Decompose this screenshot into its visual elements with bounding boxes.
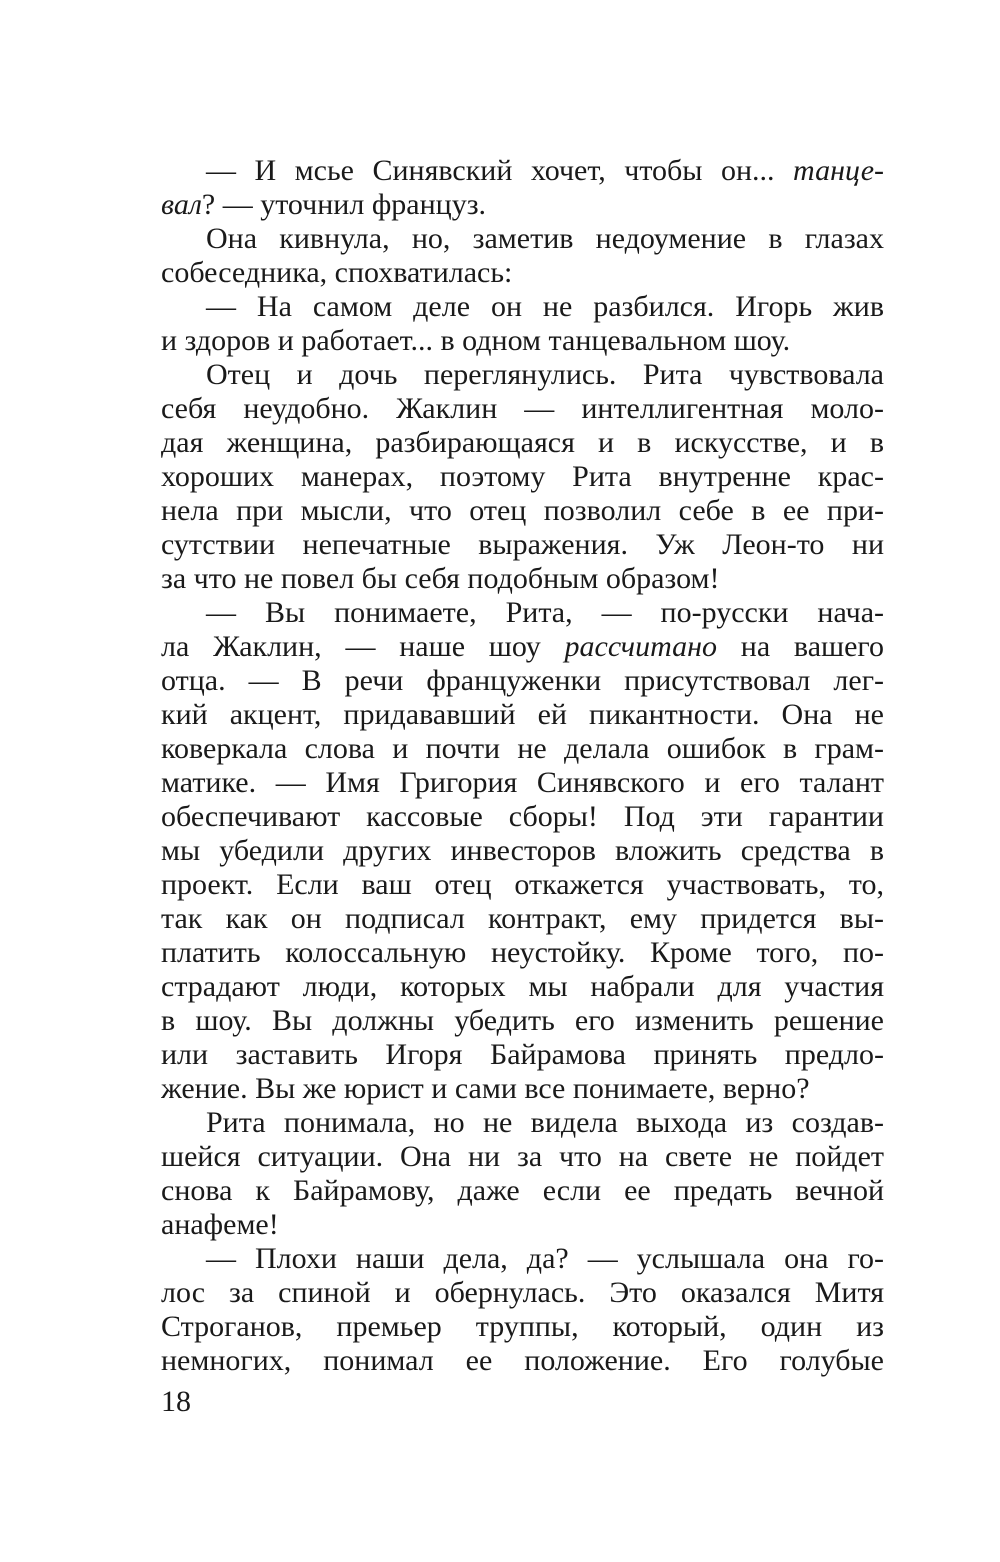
text-segment: проект. Если ваш отец откажется участвовать, то, xyxy=(161,868,884,901)
text-line xyxy=(161,664,884,698)
text-segment: собеседника, спохватилась: xyxy=(161,256,513,289)
text-segment: — На самом деле он не разбился. Игорь жив xyxy=(206,290,884,323)
text-segment: — Плохи наши дела, да? — услышала она го- xyxy=(206,1242,884,1275)
text-segment: жение. Вы же юрист и сами все понимаете, верно? xyxy=(161,1072,810,1105)
text-line xyxy=(161,528,884,562)
text-segment: сутствии непечатные выражения. Уж Леон-то ни xyxy=(161,528,884,561)
text-line xyxy=(161,562,884,596)
text-line xyxy=(161,970,884,1004)
text-line xyxy=(161,800,884,834)
text-segment: платить колоссальную неустойку. Кроме того, по- xyxy=(161,936,884,969)
text-line xyxy=(161,698,884,732)
text-line xyxy=(161,188,884,222)
page-number: 18 xyxy=(161,1385,191,1418)
page-body-text xyxy=(161,154,884,1378)
text-line xyxy=(161,596,884,630)
text-segment: в шоу. Вы должны убедить его изменить решение xyxy=(161,1004,884,1037)
text-line xyxy=(161,324,884,358)
text-segment: Строганов, премьер труппы, который, один из xyxy=(161,1310,884,1343)
text-segment: страдают люди, которых мы набрали для участия xyxy=(161,970,884,1003)
text-segment: кий акцент, придававший ей пикантности. Она не xyxy=(161,698,884,731)
text-line xyxy=(161,1242,884,1276)
text-line xyxy=(161,1344,884,1378)
text-segment: ла Жаклин, — наше шоу xyxy=(161,630,565,663)
text-segment: себя неудобно. Жаклин — интеллигентная моло- xyxy=(161,392,884,425)
text-segment: хороших манерах, поэтому Рита внутренне крас- xyxy=(161,460,884,493)
text-segment: немногих, понимал ее положение. Его голубые xyxy=(161,1344,884,1377)
text-segment: нела при мысли, что отец позволил себе в ее при- xyxy=(161,494,884,527)
text-line xyxy=(161,1140,884,1174)
text-line xyxy=(161,732,884,766)
italic-text: танце- xyxy=(793,154,884,187)
text-segment: — Вы понимаете, Рита, — по-русски нача- xyxy=(206,596,884,629)
text-segment: ? — уточнил француз. xyxy=(201,188,487,221)
text-line xyxy=(161,1174,884,1208)
text-segment: Она кивнула, но, заметив недоумение в глазах xyxy=(206,222,884,255)
text-line xyxy=(161,222,884,256)
text-line xyxy=(161,630,884,664)
text-line xyxy=(161,460,884,494)
text-segment: за что не повел бы себя подобным образом! xyxy=(161,562,720,595)
text-line xyxy=(161,1038,884,1072)
text-segment: на вашего xyxy=(717,630,884,663)
text-segment: мы убедили других инвесторов вложить средства в xyxy=(161,834,884,867)
text-line xyxy=(161,1276,884,1310)
text-segment: и здоров и работает... в одном танцевальном шоу. xyxy=(161,324,791,357)
text-segment: так как он подписал контракт, ему придется вы- xyxy=(161,902,884,935)
text-line xyxy=(161,1072,884,1106)
text-line xyxy=(161,1208,884,1242)
text-segment: дая женщина, разбирающаяся и в искусстве, и в xyxy=(161,426,884,459)
text-segment: или заставить Игоря Байрамова принять предло- xyxy=(161,1038,884,1071)
text-line xyxy=(161,1310,884,1344)
text-segment: отца. — В речи француженки присутствовал лег- xyxy=(161,664,884,697)
text-segment: Отец и дочь переглянулись. Рита чувствовала xyxy=(206,358,884,391)
text-segment: шейся ситуации. Она ни за что на свете не пойдет xyxy=(161,1140,884,1173)
text-line xyxy=(161,902,884,936)
text-line xyxy=(161,494,884,528)
text-line xyxy=(161,1004,884,1038)
text-segment: матике. — Имя Григория Синявского и его талант xyxy=(161,766,884,799)
text-segment: анафеме! xyxy=(161,1208,279,1241)
text-segment: лос за спиной и обернулась. Это оказался Митя xyxy=(161,1276,884,1309)
text-segment: коверкала слова и почти не делала ошибок в грам- xyxy=(161,732,884,765)
text-line xyxy=(161,290,884,324)
text-segment: — И мсье Синявский хочет, чтобы он... xyxy=(206,154,794,187)
italic-text: вал xyxy=(161,188,202,221)
text-segment: обеспечивают кассовые сборы! Под эти гарантии xyxy=(161,800,884,833)
text-line xyxy=(161,868,884,902)
text-segment: Рита понимала, но не видела выхода из создав- xyxy=(206,1106,884,1139)
text-line xyxy=(161,358,884,392)
text-segment: снова к Байрамову, даже если ее предать вечной xyxy=(161,1174,884,1207)
text-line xyxy=(161,936,884,970)
text-line xyxy=(161,392,884,426)
text-line xyxy=(161,154,884,188)
text-line xyxy=(161,426,884,460)
italic-text: рассчитано xyxy=(564,630,717,663)
text-line xyxy=(161,834,884,868)
text-line xyxy=(161,256,884,290)
text-line xyxy=(161,766,884,800)
text-line xyxy=(161,1106,884,1140)
